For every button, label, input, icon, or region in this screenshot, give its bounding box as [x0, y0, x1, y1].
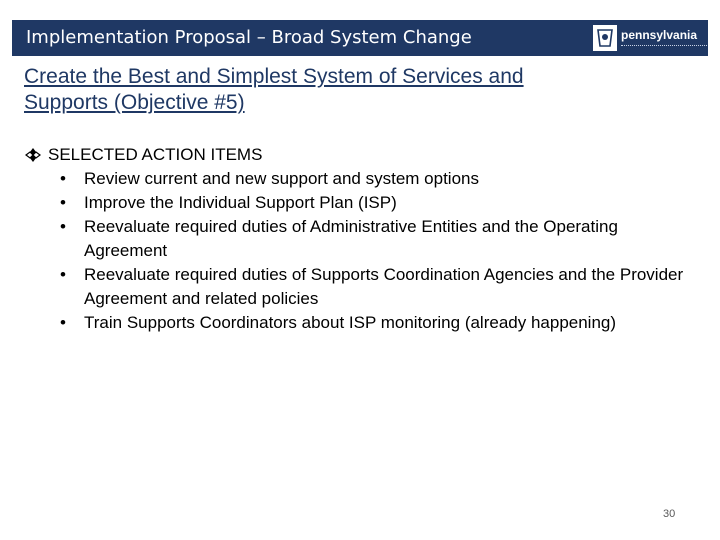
- list-item: [24, 215, 704, 263]
- section-heading-label: SELECTED ACTION ITEMS: [48, 145, 263, 164]
- header-bar: [12, 20, 708, 56]
- bullet-icon: •: [60, 169, 66, 188]
- action-items-list: [24, 167, 704, 335]
- logo-wordmark: pennsylvania: [621, 27, 698, 42]
- list-item: [24, 311, 704, 335]
- header-title: Implementation Proposal – Broad System Change: [26, 27, 472, 48]
- bullet-icon: •: [60, 265, 66, 284]
- logo-tagline: [621, 45, 707, 48]
- pennsylvania-logo: [593, 23, 713, 53]
- list-item-text: Reevaluate required duties of Administrative Entities and the Operating Agreement: [84, 217, 618, 260]
- list-item-text: Reevaluate required duties of Supports Coordination Agencies and the Provider Agreement and related policies: [84, 265, 684, 308]
- list-item-text: Train Supports Coordinators about ISP monitoring (already happening): [84, 313, 617, 332]
- list-item: [24, 167, 704, 191]
- keystone-icon: [593, 25, 617, 51]
- list-item-text: Review current and new support and system options: [84, 169, 479, 188]
- page-number: 30: [663, 508, 676, 520]
- bullet-icon: •: [60, 193, 66, 212]
- slide-content: [24, 143, 704, 335]
- list-item: [24, 263, 704, 311]
- diamond-bullet-icon: [24, 146, 42, 164]
- bullet-icon: •: [60, 217, 66, 236]
- section-heading: [24, 143, 704, 167]
- slide-title: Create the Best and Simplest System of Services and Supports (Objective #5): [24, 65, 524, 114]
- list-item-text: Improve the Individual Support Plan (ISP): [84, 193, 397, 212]
- list-item: [24, 191, 704, 215]
- bullet-icon: •: [60, 313, 66, 332]
